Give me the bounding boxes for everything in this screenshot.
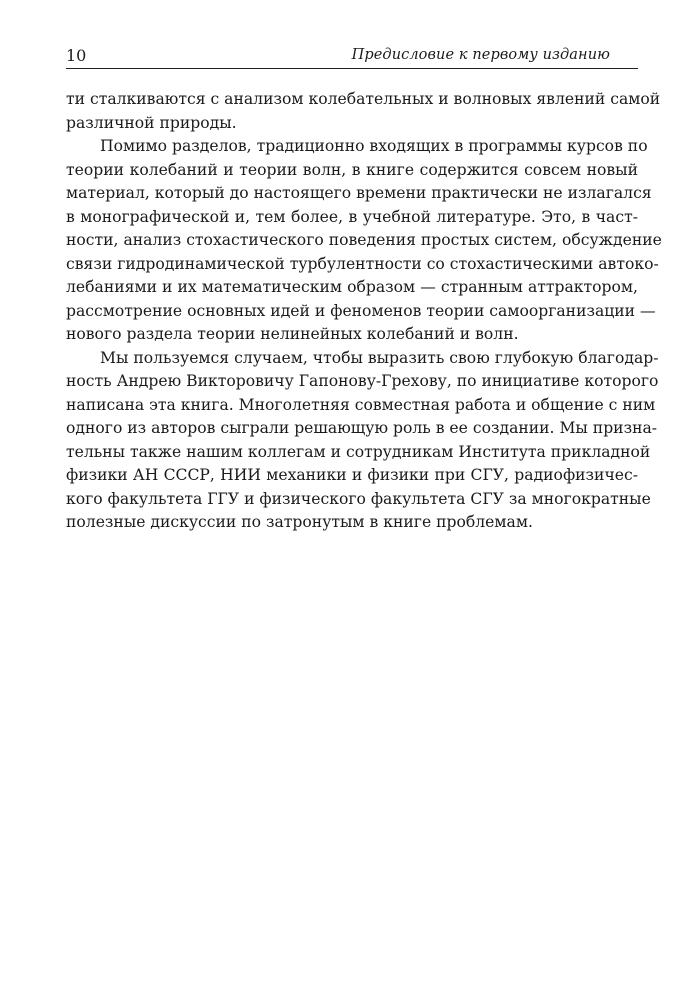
paragraph <box>66 347 659 535</box>
paragraph <box>66 135 662 347</box>
text-line: теории колебаний и теории волн, в книге содержится совсем новый <box>66 160 638 179</box>
text-line: рассмотрение основных идей и феноменов теории самоорганизации — <box>66 301 656 320</box>
text-line: тельны также нашим коллегам и сотрудникам Института прикладной <box>66 442 651 461</box>
running-header <box>66 44 638 69</box>
text-line: связи гидродинамической турбулентности со стохастическими автоко- <box>66 254 659 273</box>
text-line: Помимо разделов, традиционно входящих в программы курсов по <box>100 137 648 155</box>
text-line: различной природы. <box>66 113 237 132</box>
running-title: Предисловие к первому изданию <box>351 47 610 63</box>
text-line: полезные дискуссии по затронутым в книге проблемам. <box>66 513 533 531</box>
text-line: нового раздела теории нелинейных колебаний и волн. <box>66 325 519 343</box>
paragraph <box>66 88 661 135</box>
page-number: 10 <box>66 46 87 65</box>
text-line: одного из авторов сыграли решающую роль в ее создании. Мы призна- <box>66 419 658 437</box>
text-line: ность Андрею Викторовичу Гапонову-Грехову, по инициативе которого <box>66 372 659 390</box>
body-text <box>66 88 662 535</box>
text-line: ности, анализ стохастического поведения простых систем, обсуждение <box>66 231 662 249</box>
text-line: в монографической и, тем более, в учебной литературе. Это, в част- <box>66 207 638 226</box>
text-line: ти сталкиваются с анализом колебательных и волновых явлений самой <box>66 90 661 108</box>
text-line: Мы пользуемся случаем, чтобы выразить свою глубокую благодар- <box>100 348 659 367</box>
text-line: физики АН СССР, НИИ механики и физики при СГУ, радиофизичес- <box>66 466 638 484</box>
text-line: написана эта книга. Многолетняя совместная работа и общение с ним <box>66 395 656 414</box>
text-line: кого факультета ГГУ и физического факультета СГУ за многократные <box>66 489 651 508</box>
text-line: материал, который до настоящего времени практически не излагался <box>66 184 652 202</box>
text-line: лебаниями и их математическим образом — странным аттрактором, <box>66 278 638 296</box>
